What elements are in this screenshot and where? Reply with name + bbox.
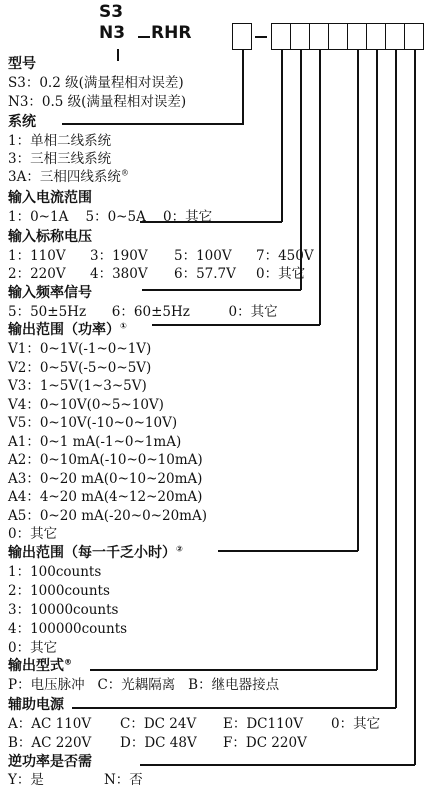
- connector-range-h: [218, 550, 358, 552]
- footnote-mark-1: ①: [120, 321, 127, 331]
- code-box-2: [290, 23, 310, 50]
- dash-2: [255, 36, 267, 38]
- voltage-option: 1：110V: [8, 248, 66, 264]
- code-box-8: [404, 23, 424, 50]
- section-title-model: 型号: [8, 56, 36, 72]
- connector-reverse-h: [140, 764, 415, 766]
- footnote-mark-2: ②: [176, 544, 183, 554]
- connector-frequency-h: [152, 324, 320, 326]
- section-title-output-range-counts: [8, 544, 183, 562]
- section-title-output-type: [8, 657, 72, 675]
- range-v3: V3：1~5V(1~3~5V): [8, 378, 147, 394]
- output-type-options: P：电压脉冲 C：光耦隔离 B：继电器接点: [8, 677, 280, 693]
- connector-aux-v: [395, 50, 397, 708]
- section-title-aux-power: 辅助电源: [8, 697, 64, 713]
- section-title-reverse-power: 逆功率是否需: [8, 754, 92, 770]
- section-title-system: 系统: [8, 114, 36, 130]
- voltage-option: 5：100V: [174, 248, 232, 264]
- connector-aux-h: [72, 707, 396, 709]
- aux-row-1: [8, 715, 380, 733]
- voltage-option: 4：380V: [90, 266, 148, 282]
- counts-4: 4：100000counts: [8, 621, 128, 637]
- connector-model: [117, 49, 119, 61]
- connector-current-v: [281, 50, 283, 222]
- aux-option: B：AC 220V: [8, 735, 92, 751]
- range-a2: A2：0~10mA(-10~0~10mA): [8, 452, 203, 468]
- range-v4: V4：0~10V(0~5~10V): [8, 397, 164, 413]
- connector-voltage-h: [142, 289, 301, 291]
- voltage-row-1: [8, 247, 314, 265]
- system-line-3: 3：三相三线系统: [8, 151, 112, 167]
- voltage-option: 6：57.7V: [174, 266, 236, 282]
- code-box-7: [385, 23, 405, 50]
- aux-row-2: [8, 734, 331, 752]
- section-title-output-range-power: [8, 321, 127, 339]
- section-title-current: 输入电流范围: [8, 190, 92, 206]
- connector-range-v: [357, 50, 359, 551]
- counts-1: 1：100counts: [8, 564, 102, 580]
- counts-2: 2：1000counts: [8, 583, 110, 599]
- counts-other: 0：其它: [8, 640, 58, 656]
- output-range-counts-title: 输出范围（每一千乏小时）: [8, 545, 176, 561]
- connector-output-type-h: [90, 669, 377, 671]
- output-type-title: 输出型式: [8, 658, 64, 674]
- system-footnote-mark: ®: [120, 168, 129, 178]
- aux-option: 0：其它: [331, 716, 381, 732]
- range-other: 0：其它: [8, 526, 58, 542]
- current-options: 1：0~1A 5：0~5A 0：其它: [8, 209, 213, 225]
- range-a1: A1：0~1 mA(-1~0~1mA): [8, 434, 182, 450]
- aux-option: E：DC110V: [223, 716, 304, 732]
- output-range-power-title: 输出范围（功率）: [8, 322, 120, 338]
- range-v5: V5：0~10V(-10~0~10V): [8, 415, 178, 431]
- range-a3: A3：0~20 mA(0~10~20mA): [8, 471, 203, 487]
- system-line-3a-text: 3A：三相四线系统: [8, 169, 121, 185]
- voltage-row-2: [8, 265, 305, 283]
- connector-system-v: [242, 50, 244, 124]
- dash-1: [138, 36, 150, 38]
- voltage-option: 3：190V: [90, 248, 148, 264]
- connector-system-h: [62, 123, 244, 125]
- range-a4: A4：4~20 mA(4~12~20mA): [8, 489, 203, 505]
- prefix-n3: N3: [99, 23, 126, 43]
- code-box-5: [347, 23, 367, 50]
- range-v2: V2：0~5V(-5~0~5V): [8, 360, 152, 376]
- code-box-1: [271, 23, 291, 50]
- aux-option: C：DC 24V: [120, 716, 197, 732]
- code-box-system: [232, 23, 252, 50]
- connector-output-type-v: [376, 50, 378, 670]
- range-a5: A5：0~20 mA(-20~0~20mA): [8, 508, 207, 524]
- aux-option: A：AC 110V: [8, 716, 92, 732]
- connector-frequency-v: [319, 50, 321, 325]
- range-v1: V1：0~1V(-1~0~1V): [8, 341, 152, 357]
- aux-option: D：DC 48V: [120, 735, 197, 751]
- code-rhr: RHR: [151, 23, 192, 43]
- code-box-4: [328, 23, 348, 50]
- section-title-voltage: 输入标称电压: [8, 229, 92, 245]
- system-line-1: 1：单相二线系统: [8, 133, 112, 149]
- voltage-option: 7：450V: [256, 248, 314, 264]
- connector-reverse-v: [414, 50, 416, 765]
- section-title-frequency: 输入频率信号: [8, 285, 92, 301]
- code-box-3: [309, 23, 329, 50]
- code-box-6: [366, 23, 386, 50]
- footnote-mark-3: ®: [64, 657, 72, 667]
- frequency-options: 5：50±5Hz 6：60±5Hz 0：其它: [8, 304, 278, 320]
- reverse-power-options: Y：是 N：否: [8, 772, 143, 788]
- voltage-option: 0：其它: [256, 266, 306, 282]
- aux-option: F：DC 220V: [223, 735, 307, 751]
- voltage-option: 2：220V: [8, 266, 66, 282]
- prefix-s3: S3: [99, 2, 124, 22]
- model-line-n3: N3：0.5 级(满量程相对误差): [8, 94, 187, 110]
- counts-3: 3：10000counts: [8, 602, 119, 618]
- model-line-s3: S3：0.2 级(满量程相对误差): [8, 75, 184, 91]
- system-line-3a: [8, 168, 129, 186]
